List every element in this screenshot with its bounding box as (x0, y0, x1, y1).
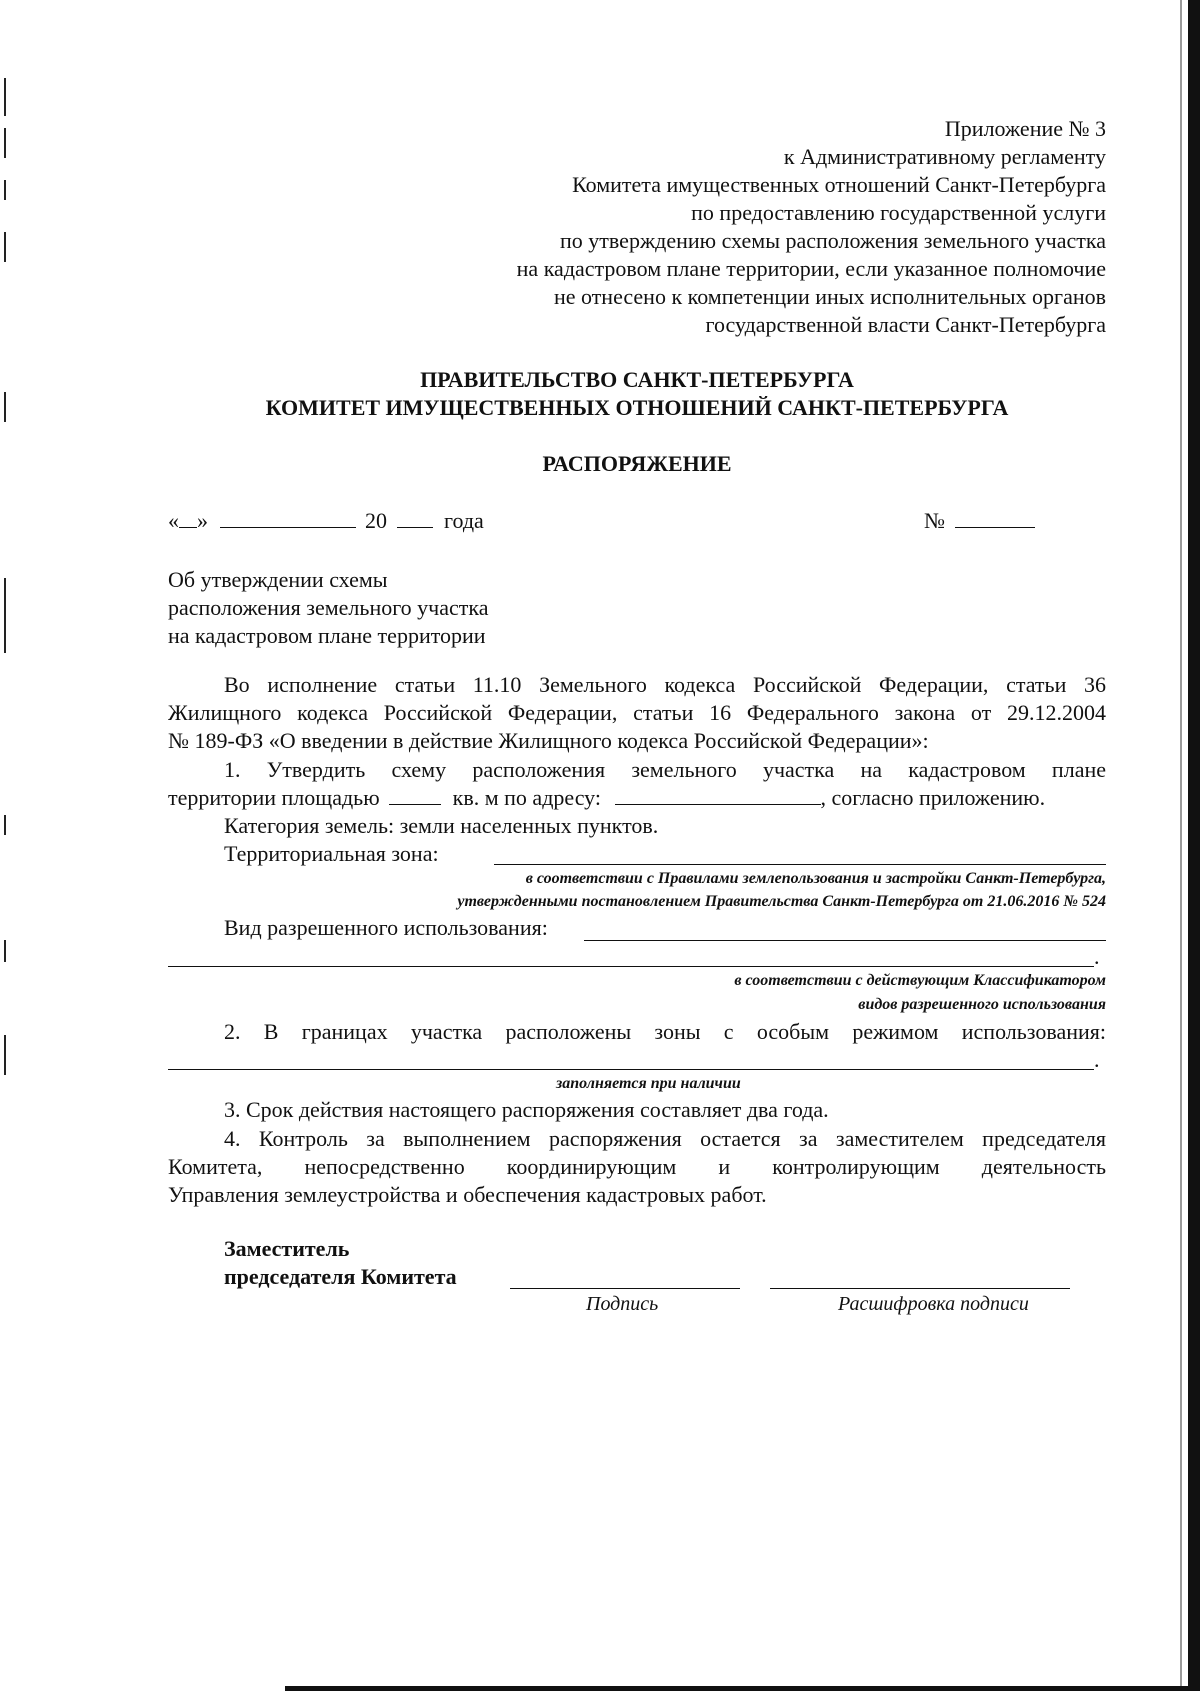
appendix-line: по предоставлению государственной услуги (691, 200, 1106, 225)
number-blank (955, 509, 1035, 528)
item-4 (168, 1125, 1106, 1209)
year-word: года (444, 508, 484, 533)
permitted-use-blank (584, 940, 1106, 941)
item-1-tail: , согласно приложению. (820, 785, 1046, 810)
appendix-line: к Административному регламенту (783, 144, 1106, 169)
appendix-line: Комитета имущественных отношений Санкт-Петербурга (572, 172, 1106, 197)
document-type-title: РАСПОРЯЖЕНИЕ (542, 451, 732, 476)
preamble (168, 671, 1106, 755)
permitted-use-end: . (1094, 944, 1100, 969)
preamble-line: Во исполнение статьи 11.10 Земельного кодекса Российской Федерации, статьи 36 (224, 672, 1106, 697)
signature-name-caption: Расшифровка подписи (838, 1293, 1029, 1315)
address-blank (615, 786, 821, 805)
land-category: Категория земель: земли населенных пунктов. (224, 813, 659, 838)
subject-line: расположения земельного участка (168, 595, 489, 620)
item-1-line-2 (168, 785, 1045, 811)
item-2-text: 2. В границах участка расположены зоны с особым режимом использования: (224, 1019, 1106, 1044)
permitted-use-note: видов разрешенного использования (858, 996, 1106, 1013)
item-1-line-1: 1. Утвердить схему расположения земельного участка на кадастровом плане (224, 757, 1106, 782)
preamble-line: Жилищного кодекса Российской Федерации, статьи 16 Федерального закона от 29.12.2004 (168, 700, 1106, 725)
signature-name-blank (770, 1288, 1070, 1289)
signatory-role: Заместитель (224, 1236, 350, 1261)
area-label: территории площадью (168, 785, 380, 810)
item-4-line: Комитета, непосредственно координирующим и контролирующим деятельность (168, 1154, 1106, 1179)
appendix-line: не отнесено к компетенции иных исполнительных органов (553, 284, 1106, 309)
signature-blank (510, 1288, 740, 1289)
subject-line: на кадастровом плане территории (168, 623, 486, 648)
permitted-use-note: в соответствии с действующим Классификатором (734, 972, 1106, 989)
item-3-text: 3. Срок действия настоящего распоряжения составляет два года. (224, 1097, 829, 1122)
permitted-use-label: Вид разрешенного использования: (224, 915, 548, 940)
appendix-header (517, 115, 1106, 339)
date-line (168, 508, 484, 534)
area-blank (389, 786, 441, 805)
year-blank (397, 509, 433, 528)
number-sign: № (924, 508, 945, 533)
government-title: ПРАВИТЕЛЬСТВО САНКТ-ПЕТЕРБУРГА (420, 367, 854, 392)
appendix-line: на кадастровом плане территории, если указанное полномочие (516, 256, 1106, 281)
territorial-zone-note: утвержденными постановлением Правительства Санкт-Петербурга от 21.06.2016 № 524 (457, 893, 1106, 910)
year-prefix: 20 (365, 508, 387, 533)
item-2-end: . (1094, 1047, 1100, 1072)
appendix-line: Приложение № 3 (944, 116, 1106, 141)
item-2-note: заполняется при наличии (556, 1075, 741, 1092)
date-open-quote: « (168, 508, 179, 533)
item-4-line: 4. Контроль за выполнением распоряжения остается за заместителем председателя (224, 1126, 1106, 1151)
appendix-line: по утверждению схемы расположения земельного участка (560, 228, 1106, 253)
committee-title: КОМИТЕТ ИМУЩЕСТВЕННЫХ ОТНОШЕНИЙ САНКТ-ПЕТЕРБУРГА (265, 395, 1009, 420)
territorial-zone-label: Территориальная зона: (224, 841, 439, 866)
day-blank (179, 509, 197, 528)
territorial-zone-note: в соответствии с Правилами землепользования и застройки Санкт-Петербурга, (525, 870, 1106, 887)
item-2-blank (168, 1069, 1094, 1070)
signature-caption: Подпись (586, 1293, 659, 1315)
item-4-line: Управления землеустройства и обеспечения кадастровых работ. (168, 1182, 767, 1207)
date-close-quote: » (197, 508, 208, 533)
subject-block (168, 566, 489, 650)
address-label: кв. м по адресу: (452, 785, 601, 810)
month-blank (220, 509, 356, 528)
signatory-role: председателя Комитета (224, 1264, 457, 1289)
number-field (924, 508, 1035, 534)
permitted-use-blank-2 (168, 966, 1094, 967)
subject-line: Об утверждении схемы (168, 567, 388, 592)
preamble-line: № 189-ФЗ «О введении в действие Жилищного кодекса Российской Федерации»: (168, 728, 929, 753)
territorial-zone-blank (494, 864, 1106, 865)
appendix-line: государственной власти Санкт-Петербурга (705, 312, 1106, 337)
